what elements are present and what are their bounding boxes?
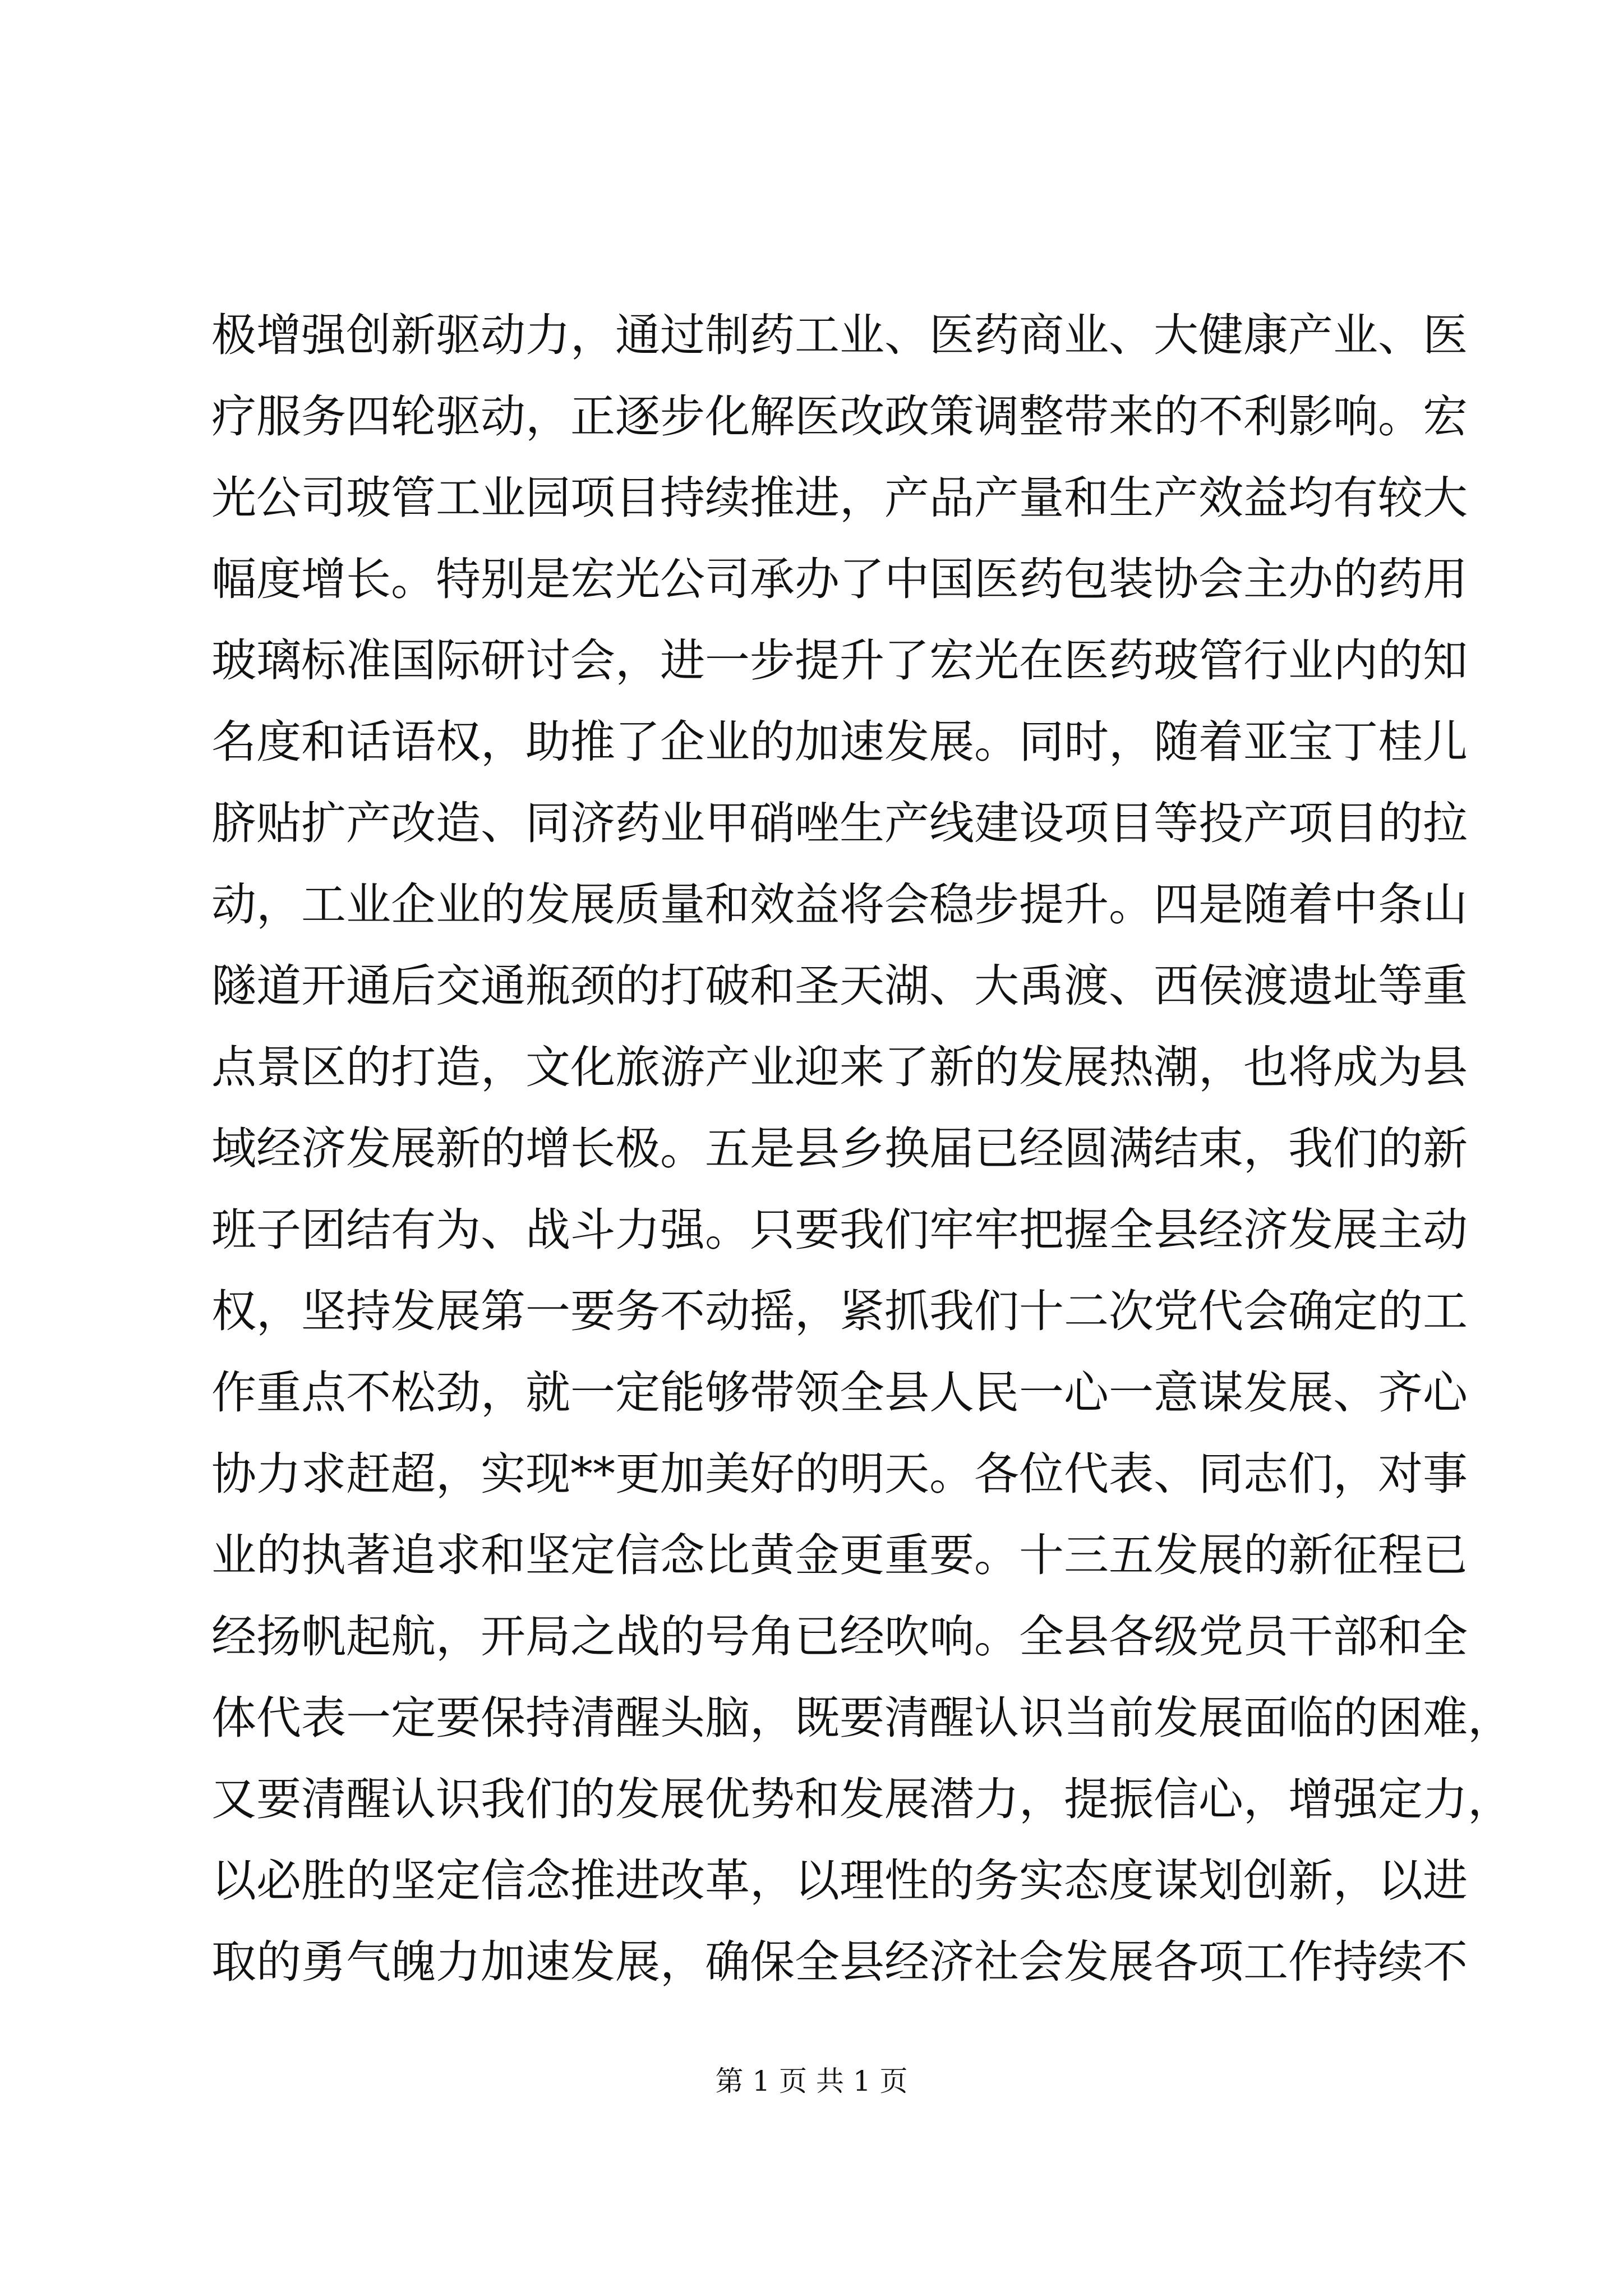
page-number-footer: 第 1 页 共 1 页 [715, 2065, 908, 2097]
text-line: 名度和话语权，助推了企业的加速发展。同时，随着亚宝丁桂儿 [211, 716, 1468, 768]
text-line: 体代表一定要保持清醒头脑，既要清醒认识当前发展面临的困难， [211, 1692, 1513, 1744]
text-line: 域经济发展新的增长极。五是县乡换届已经圆满结束，我们的新 [211, 1122, 1468, 1175]
text-line: 取的勇气魄力加速发展，确保全县经济社会发展各项工作持续不 [211, 1936, 1468, 1988]
text-line: 疗服务四轮驱动，正逐步化解医改政策调整带来的不利影响。宏 [211, 390, 1468, 443]
text-line: 协力求赶超，实现**更加美好的明天。各位代表、同志们，对事 [211, 1448, 1468, 1500]
text-line: 班子团结有为、战斗力强。只要我们牢牢把握全县经济发展主动 [211, 1204, 1468, 1256]
text-line: 权，坚持发展第一要务不动摇，紧抓我们十二次党代会确定的工 [211, 1285, 1468, 1337]
text-line: 点景区的打造，文化旅游产业迎来了新的发展热潮，也将成为县 [211, 1041, 1468, 1093]
text-line: 极增强创新驱动力，通过制药工业、医药商业、大健康产业、医 [211, 309, 1468, 361]
text-line: 动，工业企业的发展质量和效益将会稳步提升。四是随着中条山 [211, 878, 1468, 931]
body-paragraph [211, 295, 1513, 2003]
text-line: 作重点不松劲，就一定能够带领全县人民一心一意谋发展、齐心 [211, 1366, 1468, 1419]
text-line: 幅度增长。特别是宏光公司承办了中国医药包装协会主办的药用 [211, 553, 1468, 605]
text-line: 光公司玻管工业园项目持续推进，产品产量和生产效益均有较大 [211, 472, 1468, 524]
text-line: 业的执著追求和坚定信念比黄金更重要。十三五发展的新征程已 [211, 1529, 1468, 1581]
text-line: 脐贴扩产改造、同济药业甲硝唑生产线建设项目等投产项目的拉 [211, 797, 1468, 849]
text-line: 隧道开通后交通瓶颈的打破和圣天湖、大禹渡、西侯渡遗址等重 [211, 960, 1468, 1012]
text-line: 又要清醒认识我们的发展优势和发展潜力，提振信心，增强定力， [211, 1773, 1513, 1825]
text-line: 以必胜的坚定信念推进改革，以理性的务实态度谋划创新，以进 [211, 1855, 1468, 1907]
text-line: 经扬帆起航，开局之战的号角已经吹响。全县各级党员干部和全 [211, 1611, 1468, 1663]
text-line: 玻璃标准国际研讨会，进一步提升了宏光在医药玻管行业内的知 [211, 634, 1468, 687]
